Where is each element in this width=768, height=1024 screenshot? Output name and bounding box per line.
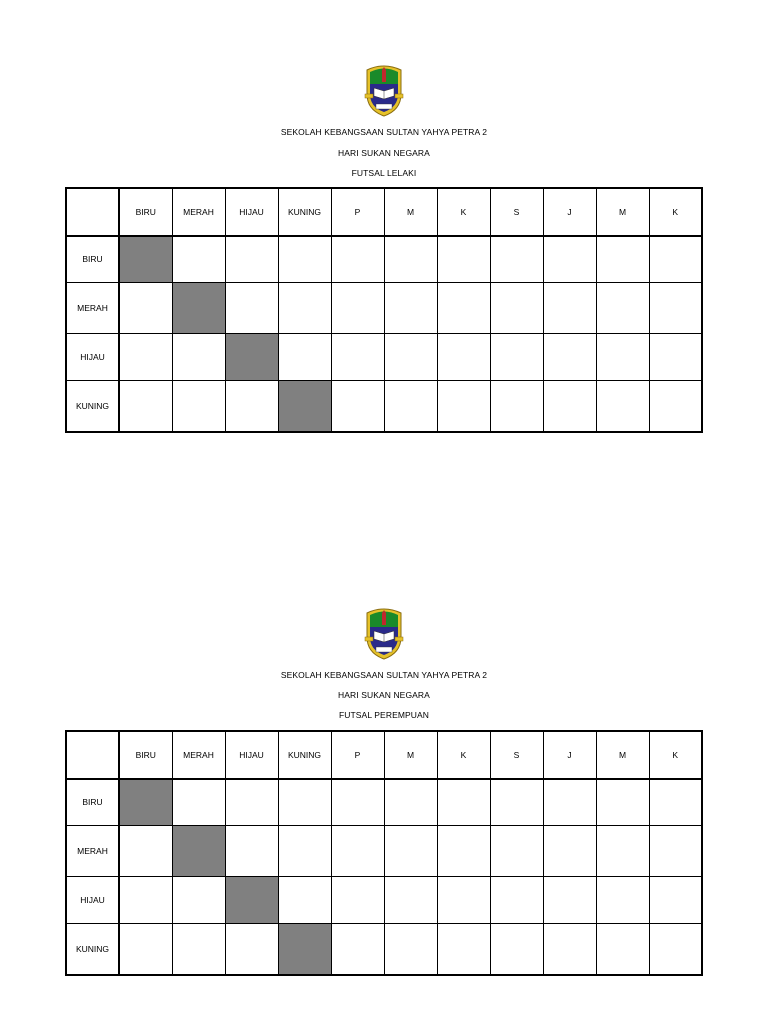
table-row [66,236,702,282]
table-cell [543,779,596,825]
shaded-cell [172,825,225,876]
column-header: BIRU [119,731,172,779]
table-cell [649,825,702,876]
table-cell [596,923,649,975]
shaded-cell [172,282,225,333]
table-cell [437,380,490,432]
table-cell [490,333,543,380]
table-cell [490,876,543,923]
table-cell [331,333,384,380]
table-cell [490,923,543,975]
table-cell [596,876,649,923]
table-cell [649,779,702,825]
shaded-cell [278,923,331,975]
table-cell [596,236,649,282]
table-cell [225,236,278,282]
row-label: KUNING [66,380,119,432]
table-cell [119,825,172,876]
table-row [66,333,702,380]
table-cell [119,380,172,432]
table-cell [225,779,278,825]
table-cell [437,876,490,923]
table-cell [225,825,278,876]
table-cell [278,333,331,380]
table-row [66,282,702,333]
table-cell [490,282,543,333]
score-table [65,187,703,433]
table-cell [649,876,702,923]
table-cell [278,282,331,333]
column-header: K [649,188,702,236]
table-cell [596,825,649,876]
table-row [66,380,702,432]
category-title: FUTSAL PEREMPUAN [338,710,430,720]
table-cell [596,282,649,333]
column-header: M [596,731,649,779]
table-cell [331,876,384,923]
table-row [66,779,702,825]
score-table [65,730,703,976]
table-cell [172,876,225,923]
column-header: KUNING [278,731,331,779]
table-cell [225,282,278,333]
table-row [66,876,702,923]
table-cell [437,333,490,380]
table-cell [649,282,702,333]
table-cell [543,923,596,975]
shaded-cell [225,333,278,380]
table-cell [331,825,384,876]
table-cell [331,282,384,333]
table-cell [278,779,331,825]
table-cell [278,236,331,282]
school-crest-icon [364,64,404,118]
column-header: KUNING [278,188,331,236]
table-cell [543,236,596,282]
column-header: HIJAU [225,188,278,236]
table-cell [172,923,225,975]
table-cell [490,825,543,876]
column-header: K [437,188,490,236]
table-cell [649,380,702,432]
table-cell [331,236,384,282]
table-cell [384,236,437,282]
school-name: SEKOLAH KEBANGSAAN SULTAN YAHYA PETRA 2 [280,670,488,680]
corner-cell [66,188,119,236]
header-row [66,188,702,236]
table-cell [172,333,225,380]
table-cell [490,236,543,282]
column-header: MERAH [172,188,225,236]
table-cell [225,380,278,432]
column-header: J [543,188,596,236]
table-cell [649,923,702,975]
table-cell [331,923,384,975]
column-header: P [331,731,384,779]
column-header: P [331,188,384,236]
table-cell [119,333,172,380]
table-cell [119,876,172,923]
table-row [66,923,702,975]
column-header: BIRU [119,188,172,236]
corner-cell [66,731,119,779]
table-cell [596,333,649,380]
row-label: BIRU [66,779,119,825]
table-cell [490,779,543,825]
event-title: HARI SUKAN NEGARA [338,690,430,700]
table-cell [543,282,596,333]
table-cell [437,779,490,825]
table-cell [543,876,596,923]
row-label: HIJAU [66,876,119,923]
row-label: MERAH [66,282,119,333]
table-cell [384,333,437,380]
table-cell [543,333,596,380]
table-cell [490,380,543,432]
table-cell [649,236,702,282]
school-name: SEKOLAH KEBANGSAAN SULTAN YAHYA PETRA 2 [280,127,488,137]
column-header: M [384,731,437,779]
table-cell [649,333,702,380]
column-header: K [437,731,490,779]
table-cell [596,380,649,432]
column-header: M [384,188,437,236]
table-cell [384,380,437,432]
table-cell [384,825,437,876]
row-label: HIJAU [66,333,119,380]
row-label: MERAH [66,825,119,876]
column-header: J [543,731,596,779]
table-cell [331,779,384,825]
shaded-cell [119,779,172,825]
table-cell [437,236,490,282]
table-cell [172,236,225,282]
table-cell [225,923,278,975]
column-header: MERAH [172,731,225,779]
table-cell [437,923,490,975]
shaded-cell [278,380,331,432]
row-label: KUNING [66,923,119,975]
event-title: HARI SUKAN NEGARA [338,148,430,158]
table-cell [437,282,490,333]
table-cell [331,380,384,432]
row-label: BIRU [66,236,119,282]
column-header: S [490,188,543,236]
table-cell [119,923,172,975]
table-cell [596,779,649,825]
header-row [66,731,702,779]
table-cell [543,825,596,876]
table-cell [384,923,437,975]
column-header: K [649,731,702,779]
table-row [66,825,702,876]
table-cell [119,282,172,333]
table-cell [384,876,437,923]
table-cell [278,876,331,923]
table-cell [384,779,437,825]
table-cell [172,779,225,825]
table-cell [172,380,225,432]
column-header: M [596,188,649,236]
shaded-cell [225,876,278,923]
table-cell [384,282,437,333]
table-cell [437,825,490,876]
column-header: HIJAU [225,731,278,779]
school-crest-icon [364,607,404,661]
table-cell [543,380,596,432]
table-cell [278,825,331,876]
category-title: FUTSAL LELAKI [351,168,417,178]
column-header: S [490,731,543,779]
shaded-cell [119,236,172,282]
